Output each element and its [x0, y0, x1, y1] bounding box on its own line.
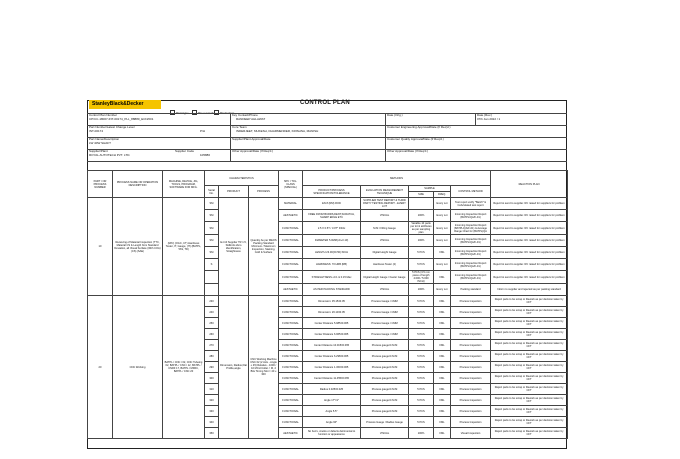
- sample-freq-cell: FML: [434, 340, 451, 351]
- col-part-number: PART / OR PROCESS NUMBER: [88, 171, 113, 198]
- col-reaction-plan: REACTION PLAN: [491, 171, 568, 198]
- specification-cell: Angle 90°: [303, 417, 361, 428]
- reaction-plan-cell: Reject parts to be scrap or Rework as per decision taken by CFT: [491, 318, 568, 329]
- serial-cell: 270: [205, 340, 219, 351]
- evaluation-cell: Process gauge/C.M.M: [361, 406, 409, 417]
- sample-size-cell: 5 PCS: [409, 406, 434, 417]
- process-name-cell: CNC Working: [113, 296, 163, 439]
- reaction-plan-cell: Reject parts to be scrap or Rework as per decision taken by CFT: [491, 296, 568, 307]
- sample-freq-cell: FML: [434, 271, 451, 284]
- specification-cell: Center Distance 11.455±0.065: [303, 373, 361, 384]
- sample-freq-cell: Every Lot: [434, 210, 451, 222]
- col-process: PROCESS: [249, 186, 279, 198]
- specification-cell: AS PER PACKING STANDARD: [303, 284, 361, 296]
- header-value: 105886: [200, 153, 211, 157]
- serial-cell: 260: [205, 329, 219, 340]
- header-value: 07th Jan 2022 / 1: [477, 117, 501, 121]
- phase-prelaunch[interactable]: Pre-Launch: [192, 110, 214, 115]
- specification-cell: DIAMETER 5.0MM(-0/+0.10): [303, 235, 361, 247]
- reaction-plan-cell: Reject parts to be scrap or Rework as per decision taken by CFT: [491, 417, 568, 428]
- table-row: [88, 198, 568, 210]
- control-method-cell: Process Inspection: [451, 329, 491, 340]
- header-line: [87, 161, 567, 162]
- header-label: Date (Rev.): [477, 113, 493, 117]
- sample-freq-cell: FML: [434, 329, 451, 340]
- evaluation-cell: Process gauge/C.M.M: [361, 384, 409, 395]
- sample-size-cell: 100%: [409, 210, 434, 222]
- sample-size-cell: 5 PCS: [409, 373, 434, 384]
- evaluation-cell: Process gauge/C.M.M: [361, 395, 409, 406]
- process-char-cell: CNC Working Machine CNC 02 (2 Axis - Angle ≤ 45) Relative - 1000 / 10 MCH Collet < M, 2 Bits Timing Slot = 40 ≤ 300: [249, 296, 279, 439]
- specification-cell: Angle 17°±1°: [303, 395, 361, 406]
- serial-cell: 230: [205, 296, 219, 307]
- reaction-plan-cell: Reject parts to be scrap or Rework as per decision taken by CFT: [491, 406, 568, 417]
- control-method-cell: Incoming Inspection Report (BATPL/QA/F-01): [451, 271, 491, 284]
- serial-cell: 250: [205, 318, 219, 329]
- reaction-plan-cell: Reject parts to be scrap or Rework as per decision taken by CFT: [491, 351, 568, 362]
- sample-size-cell: 5 PCS: [409, 384, 434, 395]
- page-title: CONTROL PLAN: [300, 100, 350, 106]
- sample-freq-cell: FML: [434, 351, 451, 362]
- evaluation-cell: VISUAL: [361, 210, 409, 222]
- col-characteristics: CHARACTERISTICS: [205, 171, 279, 186]
- sample-freq-cell: Every Lot: [434, 198, 451, 210]
- serial-cell: 240: [205, 307, 219, 318]
- sample-freq-cell: FML: [434, 406, 451, 417]
- sample-size-cell: 5 PCS: [409, 296, 434, 307]
- specification-cell: Center Distance 10.015±0.065: [303, 340, 361, 351]
- header-value: ROYAL AUTOTECH PVT. LTD.: [89, 153, 131, 157]
- control-method-cell: Process Inspection: [451, 318, 491, 329]
- machine-cell: BATPL / CNC / 02, CNC Tubeing 02, BATPL / CNC / 12, BATPL / CNRF 17, BATPL / MFRC, BATPL / CNC 20: [163, 296, 205, 439]
- sample-freq-cell: Every Lot: [434, 284, 451, 296]
- sample-freq-cell: FML: [434, 296, 451, 307]
- header-divider: [230, 113, 231, 161]
- phase-prototype[interactable]: Prototype: [170, 110, 189, 115]
- control-method-cell: Process Inspection: [451, 340, 491, 351]
- specification-cell: STRAIGHTNESS ≤0.1 & 0.15 Max: [303, 271, 361, 284]
- header-divider: [475, 113, 476, 125]
- sample-size-cell: 5 PCS: [409, 259, 434, 271]
- control-method-cell: Process Inspection: [451, 384, 491, 395]
- product-cell: Dimension, Radius,Flat Profile,angle: [219, 296, 249, 439]
- evaluation-cell: M.M / Filling Gauge: [361, 222, 409, 235]
- serial-cell: 280: [205, 351, 219, 362]
- serial-cell: SM: [205, 235, 219, 247]
- header-label: Other Approval/Date (If Req'd.): [232, 149, 274, 153]
- sample-freq-cell: FML: [434, 373, 451, 384]
- col-machine: MACHINE, DEVICE, JIG, TOOLS, PROGRAM, SOFTWARE FOR MFG.: [163, 171, 205, 198]
- header-value: INT-00174: [89, 129, 104, 133]
- reaction-plan-cell: Reject parts to be scrap or Rework as per decision taken by CFT: [491, 307, 568, 318]
- sample-freq-cell: Every Lot: [434, 259, 451, 271]
- serial-cell: 300: [205, 373, 219, 384]
- evaluation-cell: Process Gauge / CMM: [361, 329, 409, 340]
- col-evaluation: EVALUATION MEASUREMENT TECHNIQUE: [361, 186, 409, 198]
- evaluation-cell: VISUAL: [361, 235, 409, 247]
- reaction-plan-cell: Reject parts to be scrap or Rework as per decision taken by CFT: [491, 428, 568, 439]
- spc-class-cell: FUNCTIONAL: [279, 271, 303, 284]
- serial-cell: 290: [205, 362, 219, 373]
- spc-class-cell: FUNCTIONAL: [279, 384, 303, 395]
- sample-size-cell: 5 PCS: [409, 362, 434, 373]
- spc-class-cell: FUNCTIONAL: [279, 329, 303, 340]
- table-row: [88, 296, 568, 307]
- serial-cell: SM: [205, 222, 219, 235]
- reaction-plan-cell: Reject lot send to supplier. RC raised for suppliers for problem: [491, 235, 568, 247]
- evaluation-cell: VISUAL: [361, 428, 409, 439]
- specification-cell: Angle 5.5°: [303, 406, 361, 417]
- evaluation-cell: Digital Height Gauge: [361, 247, 409, 259]
- col-methods: METHODS: [303, 171, 491, 186]
- sample-size-cell: 5 PCS: [409, 351, 434, 362]
- spc-class-cell: FUNCTIONAL: [279, 351, 303, 362]
- reaction-plan-cell: Reject parts to be scrap or Rework as per decision taken by CFT: [491, 395, 568, 406]
- specification-cell: Dimension: 35.15±0.05: [303, 296, 361, 307]
- serial-cell: [205, 271, 219, 284]
- control-method-cell: Packing standard: [451, 284, 491, 296]
- spc-class-cell: FUNCTIONAL: [279, 340, 303, 351]
- header-value: LW 40W SHAFT: [89, 141, 111, 145]
- sample-freq-cell: FML: [434, 307, 451, 318]
- specification-cell: FREE FROM BURRS,DENT,SCRATCH, SHARP EDGE ETC: [303, 210, 361, 222]
- control-method-cell: Incoming Inspection Report (BATPL/QA/F-01): [451, 259, 491, 271]
- specification-cell: EN 8 (RM) ROD: [303, 198, 361, 210]
- evaluation-cell: Process Gauge / Radius Gauge: [361, 417, 409, 428]
- sample-size-cell: 100%: [409, 235, 434, 247]
- sample-freq-cell: FML: [434, 247, 451, 259]
- sample-freq-cell: FML: [434, 395, 451, 406]
- header-label: Part Name/Description: [89, 137, 120, 141]
- specification-cell: Center Distance 6.298±0.065: [303, 351, 361, 362]
- brand-logo: StanleyBlack&Decker: [89, 100, 161, 109]
- header-label: Control Plan Number: [89, 113, 118, 117]
- serial-cell: 320: [205, 395, 219, 406]
- control-method-cell: Process Inspection: [451, 351, 491, 362]
- serial-cell: SM: [205, 210, 219, 222]
- col-size: SIZE: [409, 192, 434, 198]
- control-method-cell: Test report verify *Batch* & CoA/related test report: [451, 198, 491, 210]
- evaluation-cell: Process Gauge / CMM: [361, 296, 409, 307]
- sample-size-cell: [409, 198, 434, 210]
- reaction-plan-cell: Inform to supplier and rejected as per packing standard: [491, 284, 568, 296]
- control-method-cell: Incoming Inspection Report (BATPL/QA/F-01): [451, 210, 491, 222]
- spc-class-cell: AESTHETIC: [279, 284, 303, 296]
- serial-cell: 310: [205, 384, 219, 395]
- header-label: Other Approval/Date (If Req'd.): [387, 149, 429, 153]
- sample-size-cell: 100%: [409, 428, 434, 439]
- spc-class-cell: FUNCTIONAL: [279, 222, 303, 235]
- header-value: RANDEEP AHLAWAT: [236, 117, 266, 121]
- control-method-cell: Process Inspection: [451, 373, 491, 384]
- spc-class-cell: FUNCTIONAL: [279, 318, 303, 329]
- sample-freq-cell: Every Lot: [434, 235, 451, 247]
- machine-cell: (M/C) (OGC, CT) Hardness Tester, IT, Gauge, (IT) (BATPL, TAS, TD): [163, 198, 205, 296]
- spc-class-cell: MATERIAL: [279, 198, 303, 210]
- reaction-plan-cell: Reject parts to be scrap or Rework as per decision taken by CFT: [491, 340, 568, 351]
- spc-class-cell: FUNCTIONAL: [279, 406, 303, 417]
- phase-production[interactable]: Production: [214, 110, 234, 115]
- process-char-cell: Quantity As per MEOS Packing Standard Minimum / Maximum Inspection, Staining, Cold & Surface: [249, 198, 279, 296]
- col-sample: SAMPLE: [409, 186, 451, 192]
- specification-cell: Center Distance 5.985±0.065: [303, 318, 361, 329]
- serial-cell: 340: [205, 417, 219, 428]
- spc-class-cell: FUNCTIONAL: [279, 373, 303, 384]
- sample-size-cell: 5 PCS: [409, 395, 434, 406]
- header-label: Supplier Code: [175, 149, 195, 153]
- header-label: Date (Orig.): [387, 113, 403, 117]
- sample-size-cell: 5 PCS: [409, 247, 434, 259]
- col-spc-class: SPC / TOL. CLASS (SPECIAL): [279, 171, 303, 198]
- control-method-cell: Incoming Inspection Report (BATPL/QA/F-01): [451, 247, 491, 259]
- control-method-cell: Process Inspection: [451, 296, 491, 307]
- evaluation-cell: Digital Height Gauge / Feeler Gauge: [361, 271, 409, 284]
- evaluation-cell: Process gauge/C.M.M: [361, 362, 409, 373]
- reaction-plan-cell: Reject parts to be scrap or Rework as per decision taken by CFT: [491, 373, 568, 384]
- spc-class-cell: FUNCTIONAL: [279, 307, 303, 318]
- spc-class-cell: AESTHETIC: [279, 428, 303, 439]
- reaction-plan-cell: Reject lot send to supplier. RC raised for suppliers for problem: [491, 247, 568, 259]
- sample-freq-cell: FML: [434, 428, 451, 439]
- control-method-cell: Incoming Inspection Report (BATPL/QA/F-01): [451, 235, 491, 247]
- part-number-cell: 10: [88, 198, 113, 296]
- spc-class-cell: FUNCTIONAL: [279, 362, 303, 373]
- serial-cell: [205, 284, 219, 296]
- process-name-cell: Receiving of Material Inspection (TTC, Material CS & Length from Standard Deviation, all Visual Surface (With COA) (CS) (SAE): [113, 198, 163, 296]
- col-freq: FREQ.: [434, 192, 451, 198]
- reaction-plan-cell: Reject lot send to supplier. RC raised for suppliers for problem: [491, 259, 568, 271]
- control-method-cell: Process Inspection: [451, 307, 491, 318]
- evaluation-cell: Process Gauge / CMM: [361, 307, 409, 318]
- col-process-name: PROCESS NAME OR OPERATION DESCRIPTION: [113, 171, 163, 198]
- header-line: [87, 137, 567, 138]
- sample-freq-cell: FML: [434, 318, 451, 329]
- specification-cell: Center Distance 1.360±0.065: [303, 362, 361, 373]
- specification-cell: Radius 0.325±0.025: [303, 384, 361, 395]
- serial-cell: 330: [205, 406, 219, 417]
- control-method-cell: Process Inspection: [451, 417, 491, 428]
- control-method-cell: Process Inspection: [451, 406, 491, 417]
- evaluation-cell: Process gauge/C.M.M: [361, 373, 409, 384]
- control-method-cell: Process Inspection: [451, 395, 491, 406]
- col-serial: Serial No.: [205, 186, 219, 198]
- specification-cell: Center Distance 6.965±0.065: [303, 329, 361, 340]
- sample-freq-cell: Every Lot: [434, 222, 451, 235]
- sample-size-cell: 5 PCS: [409, 329, 434, 340]
- header-line: [87, 149, 567, 150]
- col-control-method: CONTROL METHOD: [451, 186, 491, 198]
- specification-cell: 2.5 X 0.5T / 3.0T* INCH: [303, 222, 361, 235]
- control-method-cell: Visual Inspection: [451, 428, 491, 439]
- header-value: P/H: [200, 129, 206, 133]
- part-number-cell: 20: [88, 296, 113, 439]
- sample-size-cell: 5 PCS: [409, 307, 434, 318]
- specification-cell: HARDNESS: 70 HRB (RB): [303, 259, 361, 271]
- header-line: [87, 125, 567, 126]
- sample-size-cell: 100%: [409, 284, 434, 296]
- col-specification: PRODUCT/PROCESS SPECIFICATION/TOLERANCE: [303, 186, 361, 198]
- reaction-plan-cell: Reject lot send to supplier. RC raised for suppliers for problem: [491, 222, 568, 235]
- spc-class-cell: FUNCTIONAL: [279, 259, 303, 271]
- spc-class-cell: AESTHETIC: [279, 210, 303, 222]
- header-label: Supplier/Plant Approval/Date: [232, 137, 271, 141]
- col-product: PRODUCT: [219, 186, 249, 198]
- header-value: CP/CC-18007-INT-00174_PH-_88880_ECN/001: [89, 117, 154, 121]
- spc-class-cell: FUNCTIONAL: [279, 235, 303, 247]
- evaluation-cell: Process gauge/C.M.M: [361, 340, 409, 351]
- header-label: Core Team: [232, 125, 247, 129]
- table-body: [88, 198, 568, 439]
- spc-class-cell: FUNCTIONAL: [279, 417, 303, 428]
- header-label: Customer Quality Approval/Date (If Req'd.): [387, 137, 444, 141]
- sample-freq-cell: FML: [434, 362, 451, 373]
- header-label: Customer Engineering Approval/Date (If Req'd.): [387, 125, 451, 129]
- evaluation-cell: Process Gauge / CMM: [361, 318, 409, 329]
- spc-class-cell: FUNCTIONAL: [279, 296, 303, 307]
- product-cell: EJ-10 Supplier TR 1.5, Stdlimits Zero Identification, Straightness: [219, 198, 249, 296]
- sample-freq-cell: FML: [434, 384, 451, 395]
- serial-cell: SM: [205, 198, 219, 210]
- reaction-plan-cell: Reject parts to be scrap or Rework as per decision taken by CFT: [491, 384, 568, 395]
- evaluation-cell: Process gauge/C.M.M: [361, 351, 409, 362]
- reaction-plan-cell: Reject parts to be scrap or Rework as per decision taken by CFT: [491, 329, 568, 340]
- sample-size-cell: 5 PCS: [409, 318, 434, 329]
- control-method-cell: Process Inspection: [451, 362, 491, 373]
- specification-cell: No burrs, cracks or defects detrimental to function or appearance: [303, 428, 361, 439]
- header-label: Key Contact/Phone: [232, 113, 258, 117]
- sample-size-cell: 5 PCS: [409, 417, 434, 428]
- header-label: Supplier/Plant: [89, 149, 108, 153]
- serial-cell: SM: [205, 247, 219, 259]
- evaluation-cell: SUPPLIER TEST REPORT & THIRD PARTY TESTING REPORT - EVERY LOT: [361, 198, 409, 210]
- header-line: [87, 113, 567, 114]
- reaction-plan-cell: Reject lot send to supplier. RC raised for suppliers for problem: [491, 271, 568, 284]
- spc-class-cell: FUNCTIONAL: [279, 395, 303, 406]
- sample-size-cell: 5 PCS (3.5 mm piece of length 4.000 / 5.000 INCH): [409, 271, 434, 284]
- header-divider: [385, 113, 386, 161]
- reaction-plan-cell: Reject parts to be scrap or Rework as per decision taken by CFT: [491, 362, 568, 373]
- header-label: Part Number/Latest Change Level: [89, 125, 135, 129]
- sample-size-cell: Variable 10 parts per lot & attributes as per sampling plan: [410, 222, 432, 234]
- reaction-plan-cell: Reject lot send to supplier. RC raised for suppliers for problem: [491, 198, 568, 210]
- header-value: INDERJEET, MUKESH, DHARMENDER, KRISHNA, MANISH: [236, 129, 319, 133]
- sample-freq-cell: FML: [434, 417, 451, 428]
- specification-cell: Dimension: 26.10±0.05: [303, 307, 361, 318]
- reaction-plan-cell: Reject lot send to supplier. RC raised for suppliers for problem: [491, 210, 568, 222]
- evaluation-cell: Hardness Tester (2): [361, 259, 409, 271]
- serial-cell: S: [205, 259, 219, 271]
- spc-class-cell: FUNCTIONAL: [279, 247, 303, 259]
- control-method-cell: Incoming Inspection Report (BATPL/QA/F-01) & Average Range Chart for (BATPL)QA: [451, 222, 491, 235]
- evaluation-cell: VISUAL: [361, 284, 409, 296]
- serial-cell: 350: [205, 428, 219, 439]
- control-plan-table: [87, 170, 568, 439]
- sample-size-cell: 5 PCS: [409, 340, 434, 351]
- specification-cell: LENGTH 23.00(±0.50) INCH: [303, 247, 361, 259]
